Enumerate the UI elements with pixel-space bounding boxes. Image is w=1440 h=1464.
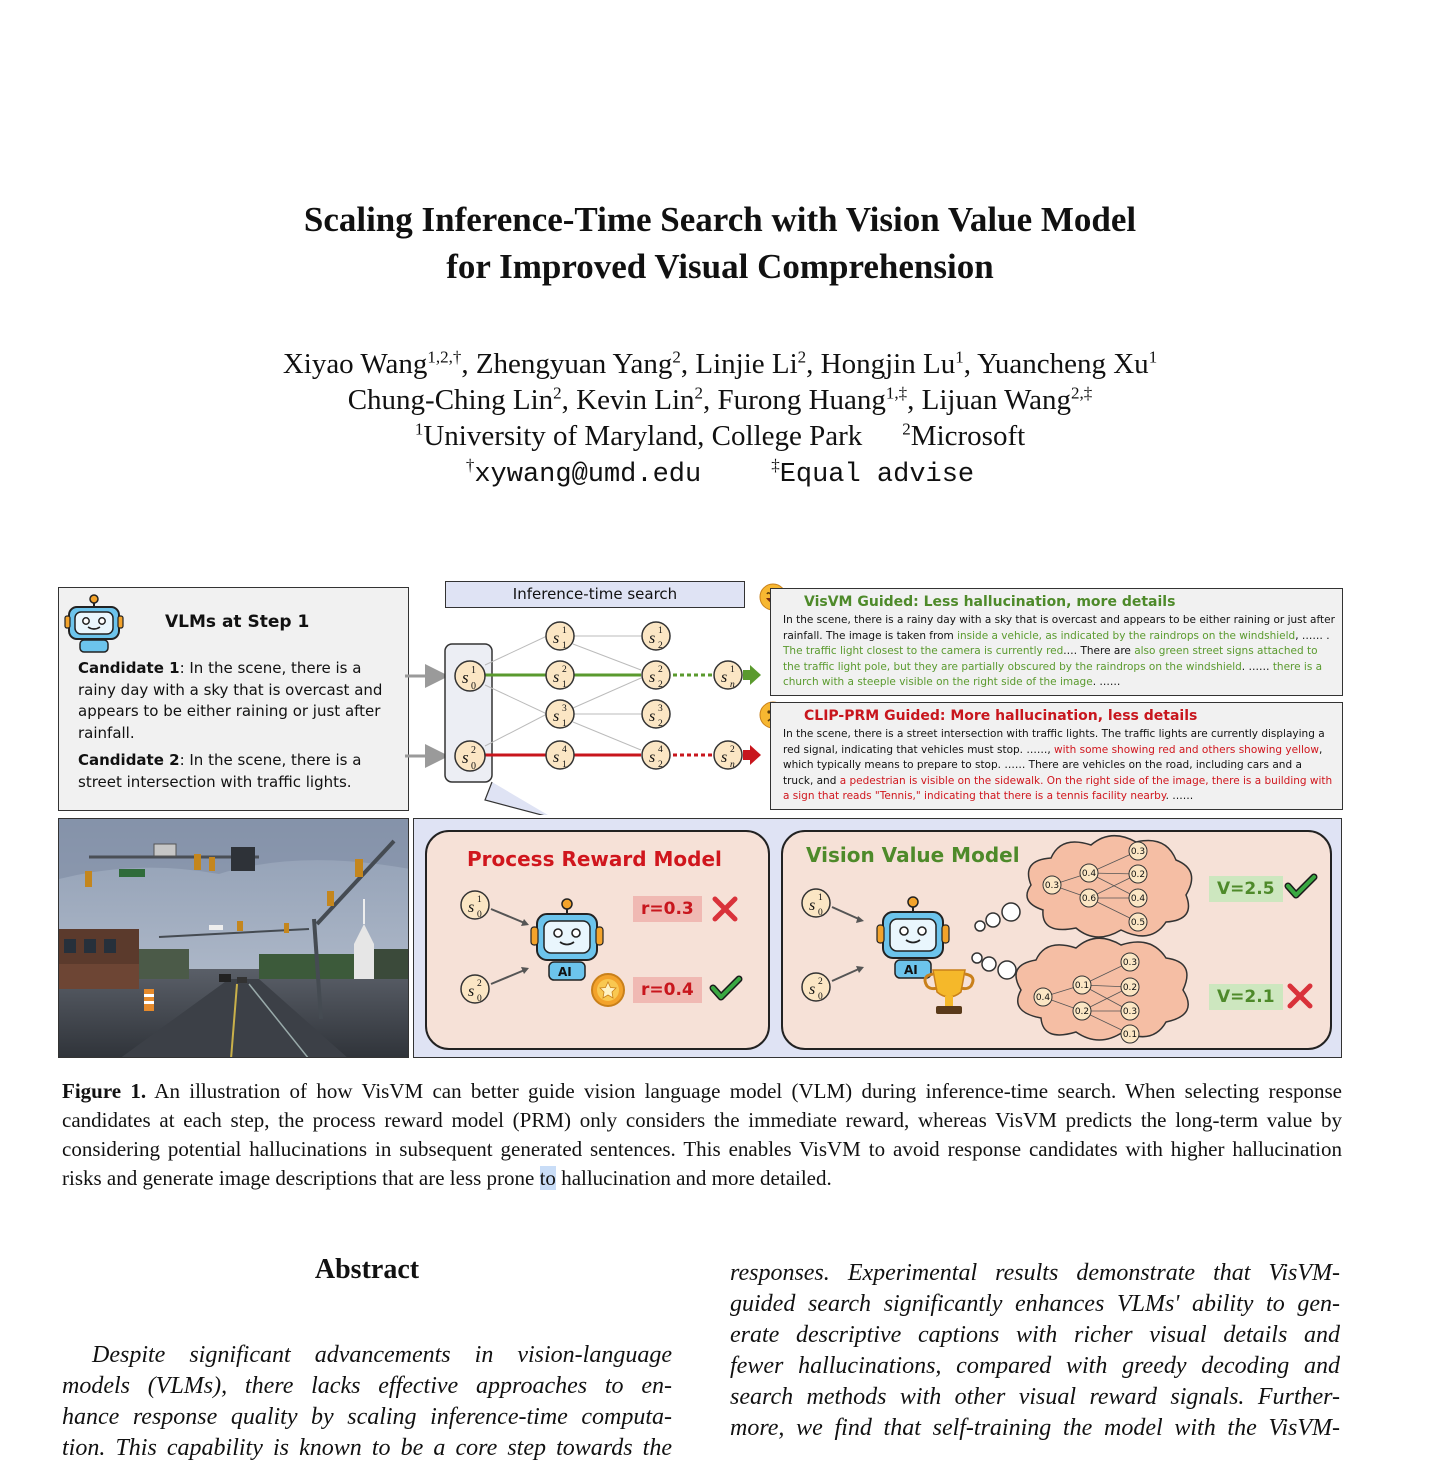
equal-advise-note: Equal advise — [779, 460, 975, 490]
svg-text:1: 1 — [562, 626, 567, 636]
clip-prm-output-panel — [770, 702, 1343, 810]
detail-highlight: The traffic light closest to the camera is currently red — [783, 645, 1064, 658]
abstract-line: hance response quality by scaling inference-time computa- — [62, 1404, 672, 1430]
value-node — [1129, 913, 1147, 931]
search-tree-diagram — [405, 610, 770, 815]
street-scene-image — [58, 818, 409, 1058]
author-affiliation-mark: 1,‡ — [885, 383, 908, 403]
hallucination-highlight: a pedestrian is visible on the sidewalk. On the right side of the image, there is a building with a sign that reads "Tennis," indicating that there is a tennis facility nearby — [783, 774, 1333, 803]
node-s2-4 — [642, 741, 670, 770]
svg-text:2: 2 — [658, 641, 663, 651]
vvm-node-s0-1 — [802, 889, 830, 918]
svg-text:1: 1 — [562, 760, 567, 770]
svg-text:s: s — [468, 899, 475, 916]
output-text-segment: In the scene, there is a rainy day with a sky that is overcast and appears to be either raining or just after rainfall. The image is taken from — [783, 614, 1335, 642]
svg-text:0.2: 0.2 — [1130, 870, 1146, 880]
contact-line — [0, 454, 1440, 493]
abstract-line: more, we find that self-training the model with the VisVM- — [730, 1415, 1340, 1441]
output-text-segment: In the scene, there is a street intersection with traffic lights. The traffic lights are currently displaying a red signal, indicating that vehicles must stop. ……, — [783, 728, 1325, 756]
svg-text:0.4: 0.4 — [1130, 894, 1146, 904]
svg-text:n: n — [730, 680, 735, 690]
svg-text:4: 4 — [658, 745, 663, 755]
svg-text:s: s — [809, 981, 816, 998]
vvm-value-1: V=2.5 — [1209, 876, 1283, 902]
svg-text:0: 0 — [477, 994, 482, 1004]
node-sn-2 — [714, 741, 742, 770]
node-sn-1 — [714, 661, 742, 690]
author-name: Furong Huang — [717, 384, 886, 416]
author-affiliation-mark: 2 — [672, 347, 681, 367]
value-node — [1080, 889, 1098, 907]
email-mark: † — [465, 455, 475, 475]
svg-text:0.2: 0.2 — [1074, 1007, 1090, 1017]
value-node — [1121, 953, 1139, 971]
candidate-1-label: Candidate 1 — [78, 659, 180, 677]
svg-text:s: s — [462, 668, 469, 687]
author-affiliation-mark: 1 — [1148, 347, 1158, 367]
title-line-2: for Improved Visual Comprehension — [446, 247, 994, 286]
value-node — [1080, 864, 1098, 882]
robot-icon — [531, 899, 603, 980]
prm-node-s0-2 — [461, 975, 489, 1004]
candidate-2 — [78, 750, 398, 793]
svg-text:0.6: 0.6 — [1081, 894, 1097, 904]
abstract-line: fewer hallucinations, compared with greedy decoding and — [730, 1353, 1340, 1379]
value-node — [1129, 889, 1147, 907]
candidate-1 — [78, 658, 398, 744]
svg-text:1: 1 — [477, 895, 482, 905]
author-name: Kevin Lin — [576, 384, 695, 416]
vvm-value-2: V=2.1 — [1209, 984, 1283, 1010]
author-name: Yuancheng Xu — [977, 348, 1149, 380]
detail-highlight: also green street signs attached to the traffic light pole, but they are partially obscured by the raindrops on the windshield — [783, 645, 1318, 673]
visvm-output-panel — [770, 588, 1343, 696]
affiliation-line — [0, 418, 1440, 454]
abstract-line: tion. This capability is known to be a core step towards the — [62, 1435, 672, 1461]
svg-text:s: s — [649, 749, 656, 766]
svg-text:4: 4 — [562, 745, 567, 755]
visvm-output-text — [783, 613, 1335, 691]
svg-text:0.1: 0.1 — [1122, 1030, 1138, 1040]
node-s2-1 — [642, 622, 670, 651]
svg-text:2: 2 — [658, 665, 663, 675]
svg-text:s: s — [468, 983, 475, 1000]
svg-text:s: s — [649, 669, 656, 686]
svg-text:2: 2 — [477, 979, 482, 989]
abstract-right-column — [730, 1258, 1340, 1444]
svg-text:0.4: 0.4 — [1081, 869, 1097, 879]
author-affiliation-mark: 2,‡ — [1071, 383, 1093, 403]
author-affiliation-mark: 2 — [694, 383, 704, 403]
svg-text:s: s — [809, 897, 816, 914]
node-s1-4 — [546, 741, 574, 770]
svg-text:2: 2 — [818, 977, 823, 987]
svg-text:2: 2 — [658, 760, 663, 770]
author-block — [0, 346, 1440, 493]
svg-text:s: s — [649, 708, 656, 725]
svg-text:0: 0 — [477, 910, 482, 920]
output-text-segment: . …… — [1241, 660, 1273, 673]
abstract-heading: Abstract — [314, 1254, 420, 1285]
node-s0-2 — [455, 741, 485, 772]
svg-text:s: s — [553, 708, 560, 725]
node-s1-2 — [546, 661, 574, 690]
svg-text:AI: AI — [558, 965, 572, 979]
node-s1-3 — [546, 700, 574, 729]
svg-text:1: 1 — [818, 893, 823, 903]
title-line-1: Scaling Inference-Time Search with Vision Value Model — [303, 200, 1137, 239]
output-text-segment: , which typically means to prepare to stop. …… There are vehicles on the road, including cars and a truck, and — [783, 743, 1323, 787]
caption-text: An illustration of how VisVM can better guide vision language model (VLM) during inference-time search. When selecting response candidates at each step, the process reward model (PRM) only considers the immediate reward, whereas VisVM predicts the long-term value by considering potential hallucinations in subsequent generated sentences. This enables VisVM to avoid response candidates with higher hallucination risks and generate image descriptions that are less prone — [62, 1079, 1342, 1190]
clip-prm-output-text — [783, 727, 1335, 805]
author-name: Zhengyuan Yang — [475, 348, 673, 380]
output-text-segment: . …… — [1092, 676, 1121, 689]
node-s1-1 — [546, 622, 574, 651]
note-mark: ‡ — [771, 455, 780, 475]
svg-text:0: 0 — [818, 992, 823, 1002]
clip-prm-heading: CLIP-PRM Guided: More hallucination, less details — [804, 708, 1198, 724]
paper-title — [0, 196, 1440, 290]
svg-text:0: 0 — [471, 761, 476, 772]
author-affiliation-mark: 2 — [797, 347, 807, 367]
svg-text:s: s — [553, 630, 560, 647]
thought-bubbles-upper — [975, 903, 1020, 931]
candidate-2-label: Candidate 2 — [78, 751, 180, 769]
affiliation-1-mark: 1 — [414, 419, 424, 439]
svg-text:0.4: 0.4 — [1035, 993, 1051, 1003]
check-icon — [713, 979, 739, 997]
affiliation-2: Microsoft — [910, 420, 1026, 452]
prm-reward-2: r=0.4 — [633, 977, 702, 1003]
abstract-line: Despite significant advancements in vision-language — [92, 1342, 672, 1368]
svg-text:s: s — [553, 749, 560, 766]
author-name: Chung-Ching Lin — [347, 384, 554, 416]
svg-text:0.1: 0.1 — [1074, 981, 1090, 991]
svg-text:s: s — [553, 669, 560, 686]
svg-text:1: 1 — [562, 719, 567, 729]
svg-text:0.2: 0.2 — [1122, 983, 1138, 993]
abstract-line: search methods with other visual reward signals. Further- — [730, 1384, 1340, 1410]
star-medal-icon — [592, 974, 624, 1006]
value-node — [1073, 976, 1091, 994]
vlm-step-panel — [58, 587, 409, 811]
vvm-title: Vision Value Model — [806, 843, 1020, 867]
trophy-icon — [925, 970, 973, 1014]
svg-text:s: s — [649, 630, 656, 647]
hallucination-highlight: with some showing red and others showing yellow — [1054, 743, 1319, 756]
candidate-1-text: : In the scene, there is a rainy day with a sky that is overcast and appears to be either raining or just after rainfall. — [78, 659, 383, 742]
svg-text:0: 0 — [471, 681, 476, 692]
vvm-node-s0-2 — [802, 973, 830, 1002]
author-affiliation-mark: 2 — [553, 383, 562, 403]
caption-label: Figure 1. — [62, 1079, 147, 1103]
svg-text:3: 3 — [562, 704, 567, 714]
svg-text:1: 1 — [730, 665, 735, 675]
visvm-heading: VisVM Guided: Less hallucination, more details — [804, 594, 1176, 610]
prm-reward-1: r=0.3 — [633, 896, 702, 922]
svg-text:s: s — [462, 748, 469, 767]
output-text-segment: . …… — [1165, 790, 1194, 803]
affiliation-2-mark: 2 — [902, 419, 911, 439]
svg-text:2: 2 — [658, 719, 663, 729]
value-node — [1121, 978, 1139, 996]
abstract-line: responses. Experimental results demonstrate that VisVM- — [730, 1260, 1340, 1286]
svg-text:3: 3 — [658, 704, 663, 714]
value-node — [1043, 876, 1061, 894]
value-node — [1129, 865, 1147, 883]
vvm-diagram — [781, 830, 1332, 1050]
prm-title: Process Reward Model — [467, 847, 722, 871]
check-icon — [1288, 877, 1314, 895]
output-text-segment: .… There are — [1063, 645, 1135, 658]
figure-caption — [62, 1077, 1342, 1193]
detail-highlight: there is a church with a steeple visible on the right side of the image — [783, 660, 1323, 689]
author-affiliation-mark: 1,2,† — [427, 347, 462, 367]
output-text-segment: , …… . — [1295, 629, 1330, 642]
svg-text:0.3: 0.3 — [1122, 1007, 1138, 1017]
author-line-2: Chung-Ching Lin$^2$, Kevin Lin$^2$, Furong Huang$^{1,\ddagger}$, Lijuan Wang$^{2,\ddagger}$ — [347, 383, 1093, 416]
affiliation-1: University of Maryland, College Park — [423, 420, 863, 452]
caption-text-end: hallucination and more detailed. — [555, 1166, 832, 1190]
value-node — [1073, 1002, 1091, 1020]
node-s2-3 — [642, 700, 670, 729]
author-affiliation-mark: 1 — [955, 347, 964, 367]
svg-text:0.3: 0.3 — [1130, 847, 1146, 857]
author-name: Lijuan Wang — [921, 384, 1072, 416]
svg-text:1: 1 — [562, 680, 567, 690]
author-line-1: Xiyao Wang$^{1,2,\dagger}$, Zhengyuan Yang$^2$, Linjie Li$^2$, Hongjin Lu$^1$, Yuancheng Xu$^1$ — [282, 347, 1158, 380]
svg-text:s: s — [721, 669, 728, 686]
svg-text:0: 0 — [818, 908, 823, 918]
svg-text:2: 2 — [471, 745, 476, 756]
abstract-line: guided search significantly enhances VLMs' ability to gen- — [730, 1291, 1340, 1317]
svg-text:1: 1 — [471, 665, 476, 676]
svg-text:2: 2 — [730, 745, 735, 755]
prm-node-s0-1 — [461, 891, 489, 920]
selected-text-highlight[interactable]: to — [539, 1166, 556, 1190]
svg-text:AI: AI — [904, 963, 918, 977]
svg-text:n: n — [730, 760, 735, 770]
svg-text:s: s — [721, 749, 728, 766]
thought-bubbles-lower — [972, 953, 1016, 979]
svg-text:1: 1 — [562, 641, 567, 651]
candidate-2-text: : In the scene, there is a street intersection with traffic lights. — [78, 751, 362, 791]
svg-text:2: 2 — [658, 680, 663, 690]
value-node — [1129, 842, 1147, 860]
author-name: Linjie Li — [695, 348, 798, 380]
vlm-step-title: VLMs at Step 1 — [165, 612, 310, 632]
node-s2-2 — [642, 661, 670, 690]
cross-icon — [715, 899, 735, 919]
robot-icon — [877, 897, 949, 978]
value-node — [1121, 1002, 1139, 1020]
author-name: Hongjin Lu — [820, 348, 956, 380]
node-s0-1 — [455, 661, 485, 692]
author-name: Xiyao Wang — [282, 348, 428, 380]
abstract-left-column — [62, 1340, 672, 1464]
svg-text:0.5: 0.5 — [1130, 918, 1146, 928]
robot-icon — [63, 592, 125, 654]
value-node — [1121, 1025, 1139, 1043]
inference-time-search-label: Inference-time search — [445, 581, 745, 608]
svg-text:2: 2 — [562, 665, 567, 675]
svg-text:0.3: 0.3 — [1122, 958, 1138, 968]
abstract-line: models (VLMs), there lacks effective approaches to en- — [62, 1373, 672, 1399]
email-link[interactable]: xywang@umd.edu — [474, 460, 702, 490]
prm-diagram — [425, 830, 770, 1050]
detail-highlight: inside a vehicle, as indicated by the raindrops on the windshield — [957, 629, 1296, 642]
cross-icon — [1290, 986, 1310, 1006]
svg-text:1: 1 — [658, 626, 663, 636]
svg-text:0.3: 0.3 — [1044, 881, 1060, 891]
abstract-line: erate descriptive captions with richer visual details and — [730, 1322, 1340, 1348]
value-node — [1034, 988, 1052, 1006]
